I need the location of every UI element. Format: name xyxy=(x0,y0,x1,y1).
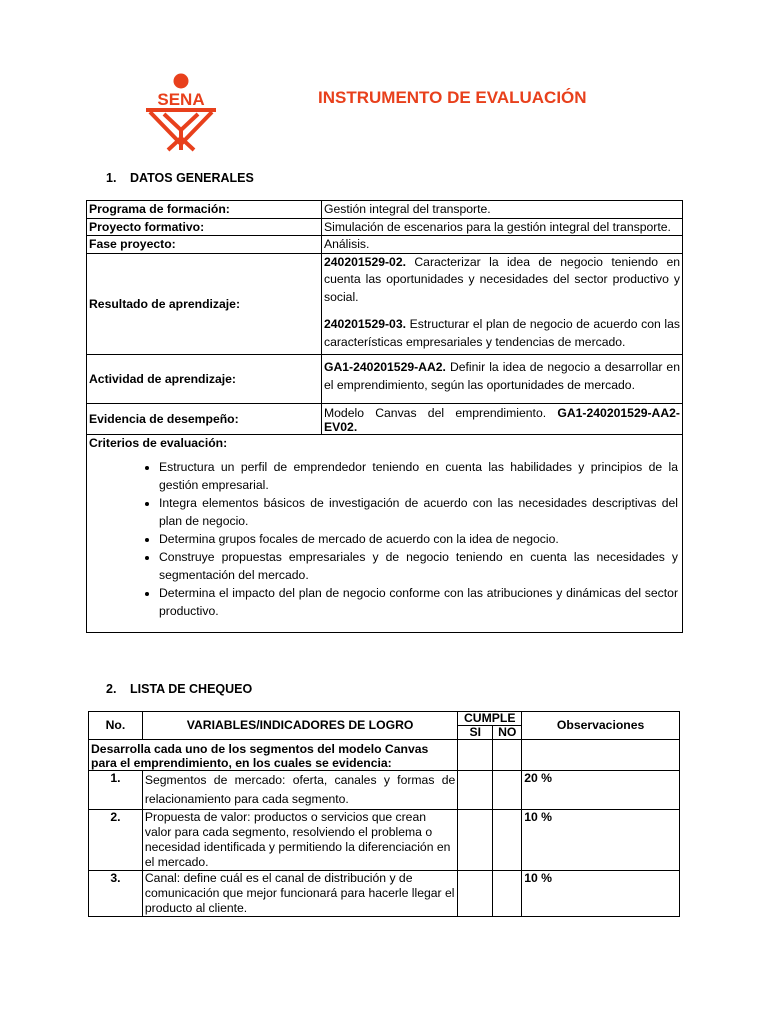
table-row xyxy=(87,404,683,435)
table-row xyxy=(89,740,680,771)
actividad-label: Actividad de aprendizaje: xyxy=(87,355,322,404)
col-no-cumple-header: NO xyxy=(493,726,522,740)
sena-logo xyxy=(142,72,220,152)
section-1-heading xyxy=(106,171,254,185)
no-cell xyxy=(493,871,522,917)
evidencia-label: Evidencia de desempeño: xyxy=(87,404,322,435)
table-row xyxy=(87,236,683,254)
row-obs: 10 % xyxy=(522,810,680,871)
criterios-list xyxy=(89,458,680,620)
si-cell xyxy=(458,810,493,871)
logo-text: SENA xyxy=(157,90,205,109)
col-cumple-header: CUMPLE xyxy=(458,712,522,726)
si-cell xyxy=(458,771,493,810)
actividad-code: GA1-240201529-AA2. xyxy=(324,360,446,374)
row-text: Canal: define cuál es el canal de distribución y de comunicación que mejor funcionará para hacerle llegar el producto al cliente. xyxy=(142,871,457,917)
row-obs: 10 % xyxy=(522,871,680,917)
table-row xyxy=(87,253,683,355)
list-item: • Integra elementos básicos de investigación de acuerdo con las necesidades descriptivas del plan de negocio. xyxy=(159,494,680,530)
row-number: 2. xyxy=(89,810,143,871)
obs-cell xyxy=(522,740,680,771)
list-item: • Construye propuestas empresariales y de negocio teniendo en cuenta las necesidades y segmentación del mercado. xyxy=(159,548,680,584)
criterios-cell xyxy=(87,435,683,633)
no-cell xyxy=(493,740,522,771)
proyecto-label: Proyecto formativo: xyxy=(87,218,322,236)
document-title: INSTRUMENTO DE EVALUACIÓN xyxy=(318,88,587,107)
row-number: 1. xyxy=(89,771,143,810)
fase-value: Análisis. xyxy=(322,236,683,254)
actividad-text: Definir la idea de negocio a desarrollar en el emprendimiento, según las oportunidades de mercado. xyxy=(324,360,680,392)
table-row xyxy=(89,871,680,917)
fase-label: Fase proyecto: xyxy=(87,236,322,254)
list-item: • Estructura un perfil de emprendedor teniendo en cuenta las habilidades y principios de la gestión empresarial. xyxy=(159,458,680,494)
row-obs: 20 % xyxy=(522,771,680,810)
resultado-2 xyxy=(324,316,680,351)
proyecto-value: Simulación de escenarios para la gestión integral del transporte. xyxy=(322,218,683,236)
resultado-1 xyxy=(324,254,680,307)
section-2-heading xyxy=(106,682,252,696)
si-cell xyxy=(458,871,493,917)
row-text: Segmentos de mercado: oferta, canales y formas de relacionamiento para cada segmento. xyxy=(142,771,457,810)
table-row xyxy=(87,355,683,404)
programa-label: Programa de formación: xyxy=(87,201,322,219)
list-item: • Determina grupos focales de mercado de acuerdo con la idea de negocio. xyxy=(159,530,680,548)
col-no-header: No. xyxy=(89,712,143,740)
criterios-label: Criterios de evaluación: xyxy=(89,436,228,450)
actividad-value xyxy=(322,355,683,404)
resultado-1-code: 240201529-02. xyxy=(324,254,407,269)
section-2-number: 2. xyxy=(106,682,117,696)
col-obs-header: Observaciones xyxy=(522,712,680,740)
section-1-number: 1. xyxy=(106,171,117,185)
table-row xyxy=(87,435,683,633)
row-text: Propuesta de valor: productos o servicios que crean valor para cada segmento, resolviendo el problema o necesidad identificada y permitiendo la diferenciación en el mercado. xyxy=(142,810,457,871)
programa-value: Gestión integral del transporte. xyxy=(322,201,683,219)
resultado-2-code: 240201529-03. xyxy=(324,317,407,331)
row-number: 3. xyxy=(89,871,143,917)
table-row xyxy=(87,201,683,219)
evidencia-value xyxy=(322,404,683,435)
col-variables-header: VARIABLES/INDICADORES DE LOGRO xyxy=(142,712,457,740)
col-si-header: SI xyxy=(458,726,493,740)
table-row xyxy=(87,218,683,236)
resultado-value xyxy=(322,253,683,355)
table-header-row xyxy=(89,712,680,726)
resultado-1-text: Caracterizar la idea de negocio teniendo en cuenta las oportunidades y necesidades del sector productivo y social. xyxy=(324,254,680,304)
evidencia-code: GA1-240201529-AA2-EV02. xyxy=(324,406,680,434)
general-data-table xyxy=(86,200,683,633)
no-cell xyxy=(493,771,522,810)
checklist-table xyxy=(88,711,680,917)
list-item: • Determina el impacto del plan de negocio conforme con las atribuciones y dinámicas del sector productivo. xyxy=(159,584,680,620)
no-cell xyxy=(493,810,522,871)
si-cell xyxy=(458,740,493,771)
evidencia-text: Modelo Canvas del emprendimiento. xyxy=(324,406,558,420)
resultado-label: Resultado de aprendizaje: xyxy=(87,253,322,355)
section-2-title: LISTA DE CHEQUEO xyxy=(130,682,253,696)
table-row xyxy=(89,810,680,871)
checklist-intro: Desarrolla cada uno de los segmentos del modelo Canvas para el emprendimiento, en los cuales se evidencia: xyxy=(89,740,458,771)
table-row xyxy=(89,771,680,810)
resultado-2-text: Estructurar el plan de negocio de acuerdo con las características empresariales y tendencias de mercado. xyxy=(324,317,680,349)
section-1-title: DATOS GENERALES xyxy=(130,171,254,185)
